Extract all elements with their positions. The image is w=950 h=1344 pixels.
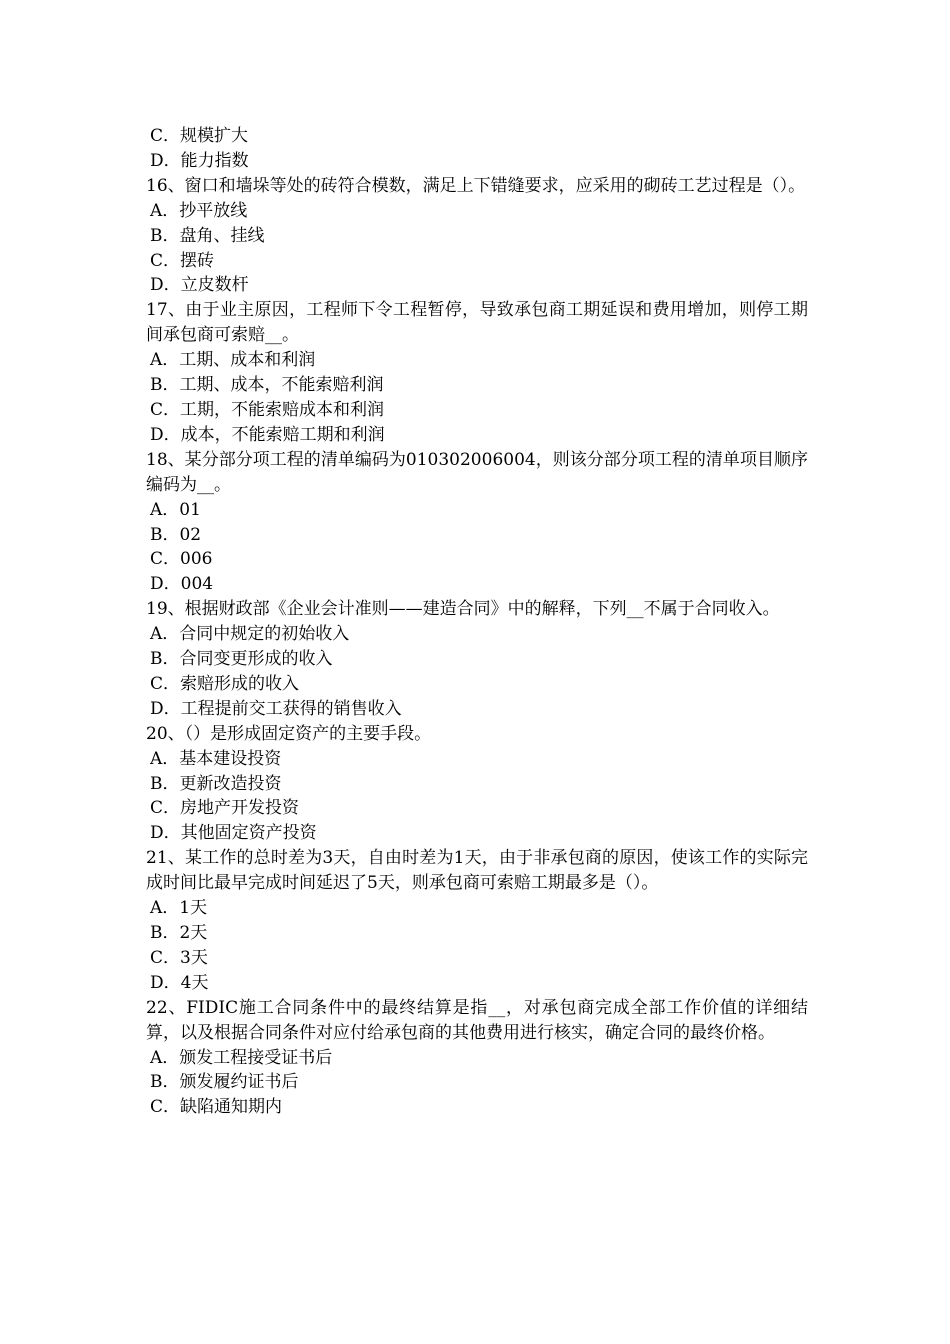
answer-option: C．房地产开发投资 xyxy=(150,798,300,819)
answer-option: D．成本，不能索赔工期和利润 xyxy=(150,424,385,445)
answer-option: B．工期、成本，不能索赔利润 xyxy=(150,375,384,396)
answer-option: D．能力指数 xyxy=(150,150,249,171)
answer-option: D．4天 xyxy=(150,972,209,993)
answer-option: A．01 xyxy=(150,499,201,520)
question-text: 16、窗口和墙垛等处的砖符合模数，满足上下错缝要求，应采用的砌砖工艺过程是（）。 xyxy=(146,175,806,196)
answer-option: D．其他固定资产投资 xyxy=(150,823,317,844)
answer-option: C．摆砖 xyxy=(150,250,215,271)
answer-option: A．颁发工程接受证书后 xyxy=(150,1047,333,1068)
answer-option: A．合同中规定的初始收入 xyxy=(150,624,350,645)
answer-option: B．合同变更形成的收入 xyxy=(150,649,333,670)
answer-option: A．1天 xyxy=(150,898,208,919)
answer-option: C．索赔形成的收入 xyxy=(150,673,300,694)
question-text: 20、（）是形成固定资产的主要手段。 xyxy=(146,723,432,744)
answer-option: C．006 xyxy=(150,549,213,570)
question-text: 18、某分部分项工程的清单编码为010302006004，则该分部分项工程的清单项目顺序编码为__。 xyxy=(146,449,808,495)
question-text: 17、由于业主原因，工程师下令工程暂停，导致承包商工期延误和费用增加，则停工期间承包商可索赔__。 xyxy=(146,300,808,346)
answer-option: A．基本建设投资 xyxy=(150,748,282,769)
question-text: 19、根据财政部《企业会计准则——建造合同》中的解释，下列__不属于合同收入。 xyxy=(146,599,780,620)
question-text: 21、某工作的总时差为3天，自由时差为1天，由于非承包商的原因，使该工作的实际完成时间比最早完成时间延迟了5天，则承包商可索赔工期最多是（）。 xyxy=(146,848,808,894)
document-body xyxy=(146,124,808,1120)
answer-option: C．缺陷通知期内 xyxy=(150,1097,283,1118)
answer-option: B．2天 xyxy=(150,923,208,943)
answer-option: B．02 xyxy=(150,524,202,545)
answer-option: B．颁发履约证书后 xyxy=(150,1072,299,1093)
question-text: 22、FIDIC施工合同条件中的最终结算是指__，对承包商完成全部工作价值的详细结算，以及根据合同条件对应付给承包商的其他费用进行核实，确定合同的最终价格。 xyxy=(146,997,808,1043)
answer-option: C．工期，不能索赔成本和利润 xyxy=(150,399,385,420)
answer-option: D．004 xyxy=(150,574,214,595)
answer-option: B．更新改造投资 xyxy=(150,773,282,794)
answer-option: D．立皮数杆 xyxy=(150,275,249,296)
answer-option: A．抄平放线 xyxy=(150,200,248,221)
answer-option: A．工期、成本和利润 xyxy=(150,350,316,371)
answer-option: B．盘角、挂线 xyxy=(150,225,265,246)
answer-option: C．3天 xyxy=(150,947,208,968)
answer-option: D．工程提前交工获得的销售收入 xyxy=(150,698,402,719)
answer-option: C．规模扩大 xyxy=(150,126,249,146)
